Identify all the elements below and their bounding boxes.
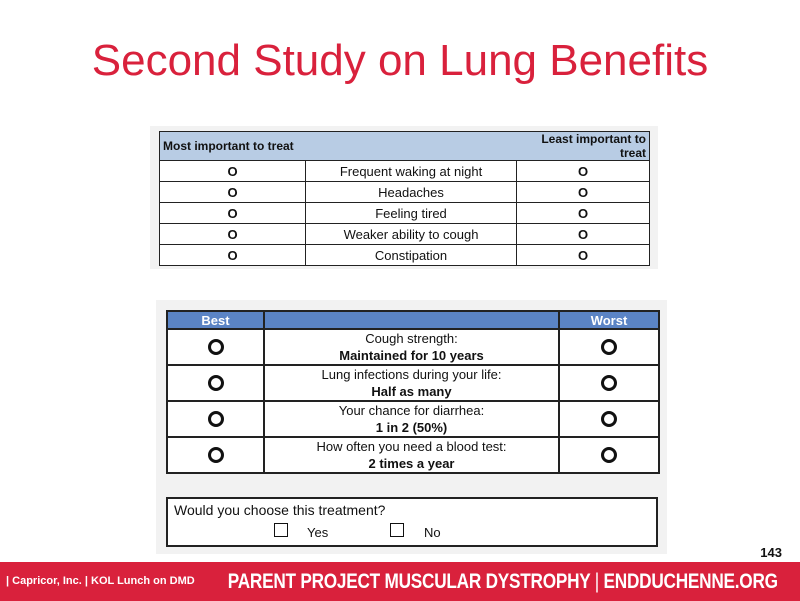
table-header-row <box>160 132 650 161</box>
best-worst-table <box>166 310 660 474</box>
most-important-option[interactable]: O <box>160 245 306 266</box>
least-important-option[interactable]: O <box>517 203 650 224</box>
org-website: ENDDUCHENNE.ORG <box>603 570 778 593</box>
best-worst-panel <box>156 300 667 554</box>
best-option[interactable] <box>167 401 264 437</box>
table-row <box>167 401 659 437</box>
radio-circle-icon[interactable] <box>208 375 224 391</box>
treatment-question: Would you choose this treatment? <box>174 502 386 518</box>
worst-option[interactable] <box>559 329 659 365</box>
most-important-option[interactable]: O <box>160 203 306 224</box>
blank-header <box>264 311 559 329</box>
worst-option[interactable] <box>559 401 659 437</box>
most-important-option[interactable]: O <box>160 182 306 203</box>
symptom-label: Headaches <box>306 182 517 203</box>
most-important-header: Most important to treat <box>160 132 517 161</box>
footer-bar <box>0 562 800 601</box>
footer-company-text: | Capricor, Inc. | KOL Lunch on DMD <box>6 575 195 587</box>
symptom-label: Frequent waking at night <box>306 161 517 182</box>
radio-circle-icon[interactable] <box>208 339 224 355</box>
yes-label: Yes <box>307 525 329 540</box>
importance-ranking-panel <box>150 126 658 269</box>
worst-header: Worst <box>559 311 659 329</box>
no-label: No <box>424 525 441 540</box>
attribute-cell <box>264 329 559 365</box>
most-important-option[interactable]: O <box>160 161 306 182</box>
slide-title: Second Study on Lung Benefits <box>91 36 709 85</box>
table-row <box>167 365 659 401</box>
radio-circle-icon[interactable] <box>208 447 224 463</box>
attribute-level: Half as many <box>371 384 452 399</box>
table-row <box>160 224 650 245</box>
org-name: PARENT PROJECT MUSCULAR DYSTROPHY <box>227 570 591 593</box>
attribute-level: Maintained for 10 years <box>339 348 484 363</box>
table-row <box>167 329 659 365</box>
treatment-choice-box <box>166 497 658 547</box>
table-row <box>160 182 650 203</box>
best-option[interactable] <box>167 365 264 401</box>
attribute-level: 1 in 2 (50%) <box>375 420 448 435</box>
least-important-header: Least important to treat <box>517 132 650 161</box>
attribute-label: How often you need a blood test: <box>316 439 507 454</box>
attribute-cell <box>264 401 559 437</box>
radio-circle-icon[interactable] <box>601 411 617 427</box>
table-row <box>160 245 650 266</box>
no-checkbox[interactable] <box>390 523 404 537</box>
attribute-level: 2 times a year <box>368 456 455 471</box>
radio-circle-icon[interactable] <box>601 339 617 355</box>
attribute-cell <box>264 365 559 401</box>
least-important-option[interactable]: O <box>517 161 650 182</box>
best-option[interactable] <box>167 437 264 473</box>
attribute-label: Lung infections during your life: <box>321 367 502 382</box>
best-option[interactable] <box>167 329 264 365</box>
least-important-option[interactable]: O <box>517 182 650 203</box>
table-row <box>167 437 659 473</box>
worst-option[interactable] <box>559 437 659 473</box>
radio-circle-icon[interactable] <box>601 375 617 391</box>
footer-brand <box>228 570 778 594</box>
attribute-cell <box>264 437 559 473</box>
page-number: 143 <box>760 545 782 560</box>
table-row <box>160 161 650 182</box>
symptom-label: Weaker ability to cough <box>306 224 517 245</box>
brand-separator: | <box>594 570 600 593</box>
table-header-row <box>167 311 659 329</box>
symptom-label: Constipation <box>306 245 517 266</box>
attribute-label: Your chance for diarrhea: <box>338 403 485 418</box>
least-important-option[interactable]: O <box>517 245 650 266</box>
importance-ranking-table <box>159 131 650 266</box>
best-header: Best <box>167 311 264 329</box>
least-important-option[interactable]: O <box>517 224 650 245</box>
yes-checkbox[interactable] <box>274 523 288 537</box>
worst-option[interactable] <box>559 365 659 401</box>
symptom-label: Feeling tired <box>306 203 517 224</box>
attribute-label: Cough strength: <box>365 331 458 346</box>
radio-circle-icon[interactable] <box>208 411 224 427</box>
table-row <box>160 203 650 224</box>
radio-circle-icon[interactable] <box>601 447 617 463</box>
most-important-option[interactable]: O <box>160 224 306 245</box>
